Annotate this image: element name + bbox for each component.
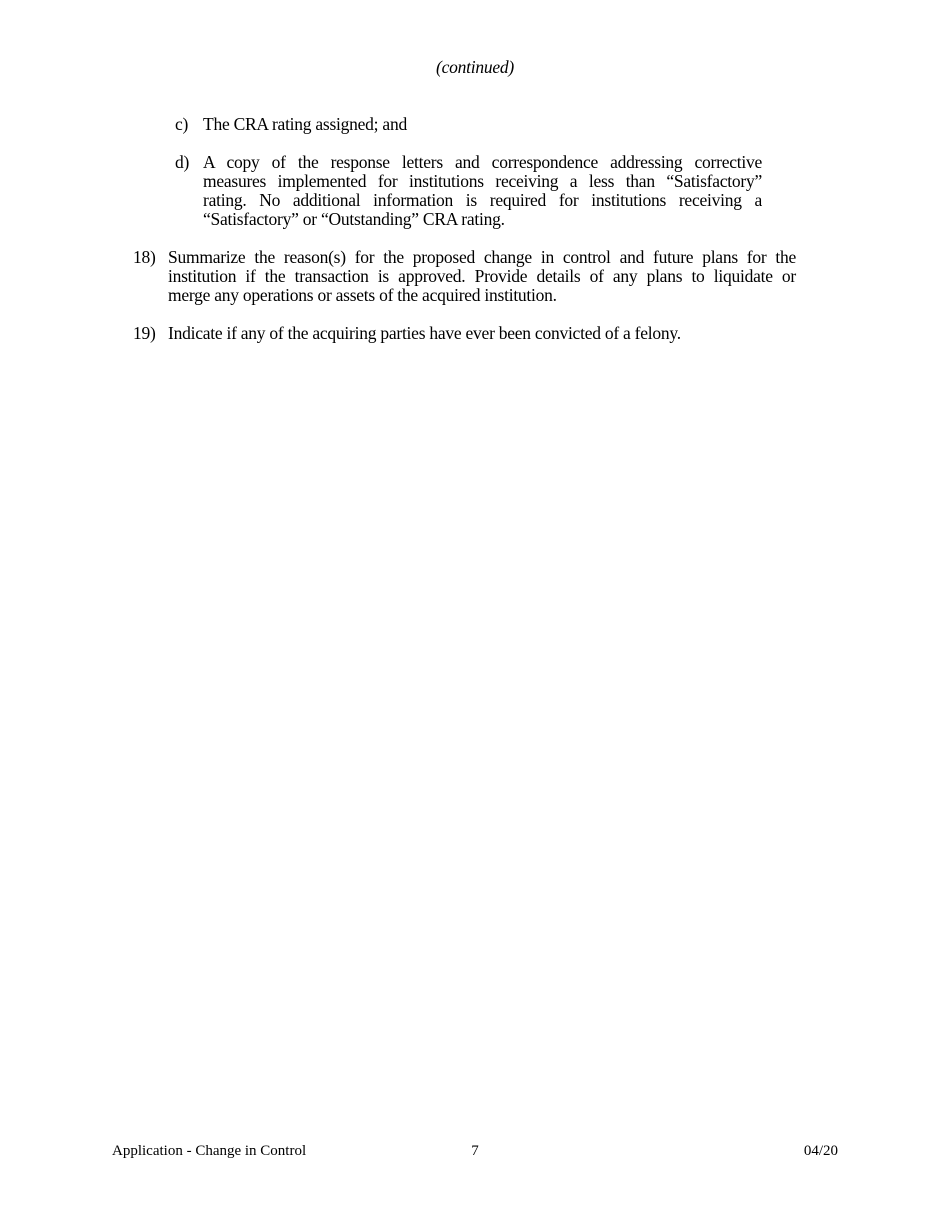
item-text: The CRA rating assigned; and <box>203 114 407 134</box>
item-text-line: “Satisfactory” or “Outstanding” CRA rating. <box>203 209 505 229</box>
item-text-line: rating. No additional information is required for institutions receiving a <box>203 190 762 210</box>
footer-title: Application - Change in Control <box>112 1143 307 1159</box>
item-marker: d) <box>175 152 190 172</box>
item-text-line: merge any operations or assets of the acquired institution. <box>168 285 557 305</box>
item-marker: c) <box>175 114 189 134</box>
item-marker: 19) <box>133 323 156 343</box>
item-text-line: Summarize the reason(s) for the proposed change in control and future plans for the <box>168 247 796 267</box>
item-text-line: institution if the transaction is approved. Provide details of any plans to liquidate or <box>168 266 796 286</box>
item-text-line: measures implemented for institutions receiving a less than “Satisfactory” <box>203 171 762 191</box>
footer-date: 04/20 <box>803 1143 838 1159</box>
item-marker: 18) <box>133 247 156 267</box>
item-text-line: A copy of the response letters and correspondence addressing corrective <box>203 152 762 172</box>
page-number: 7 <box>471 1143 479 1159</box>
item-text-line: Indicate if any of the acquiring parties have ever been convicted of a felony. <box>168 323 681 343</box>
continued-label: (continued) <box>436 57 514 77</box>
